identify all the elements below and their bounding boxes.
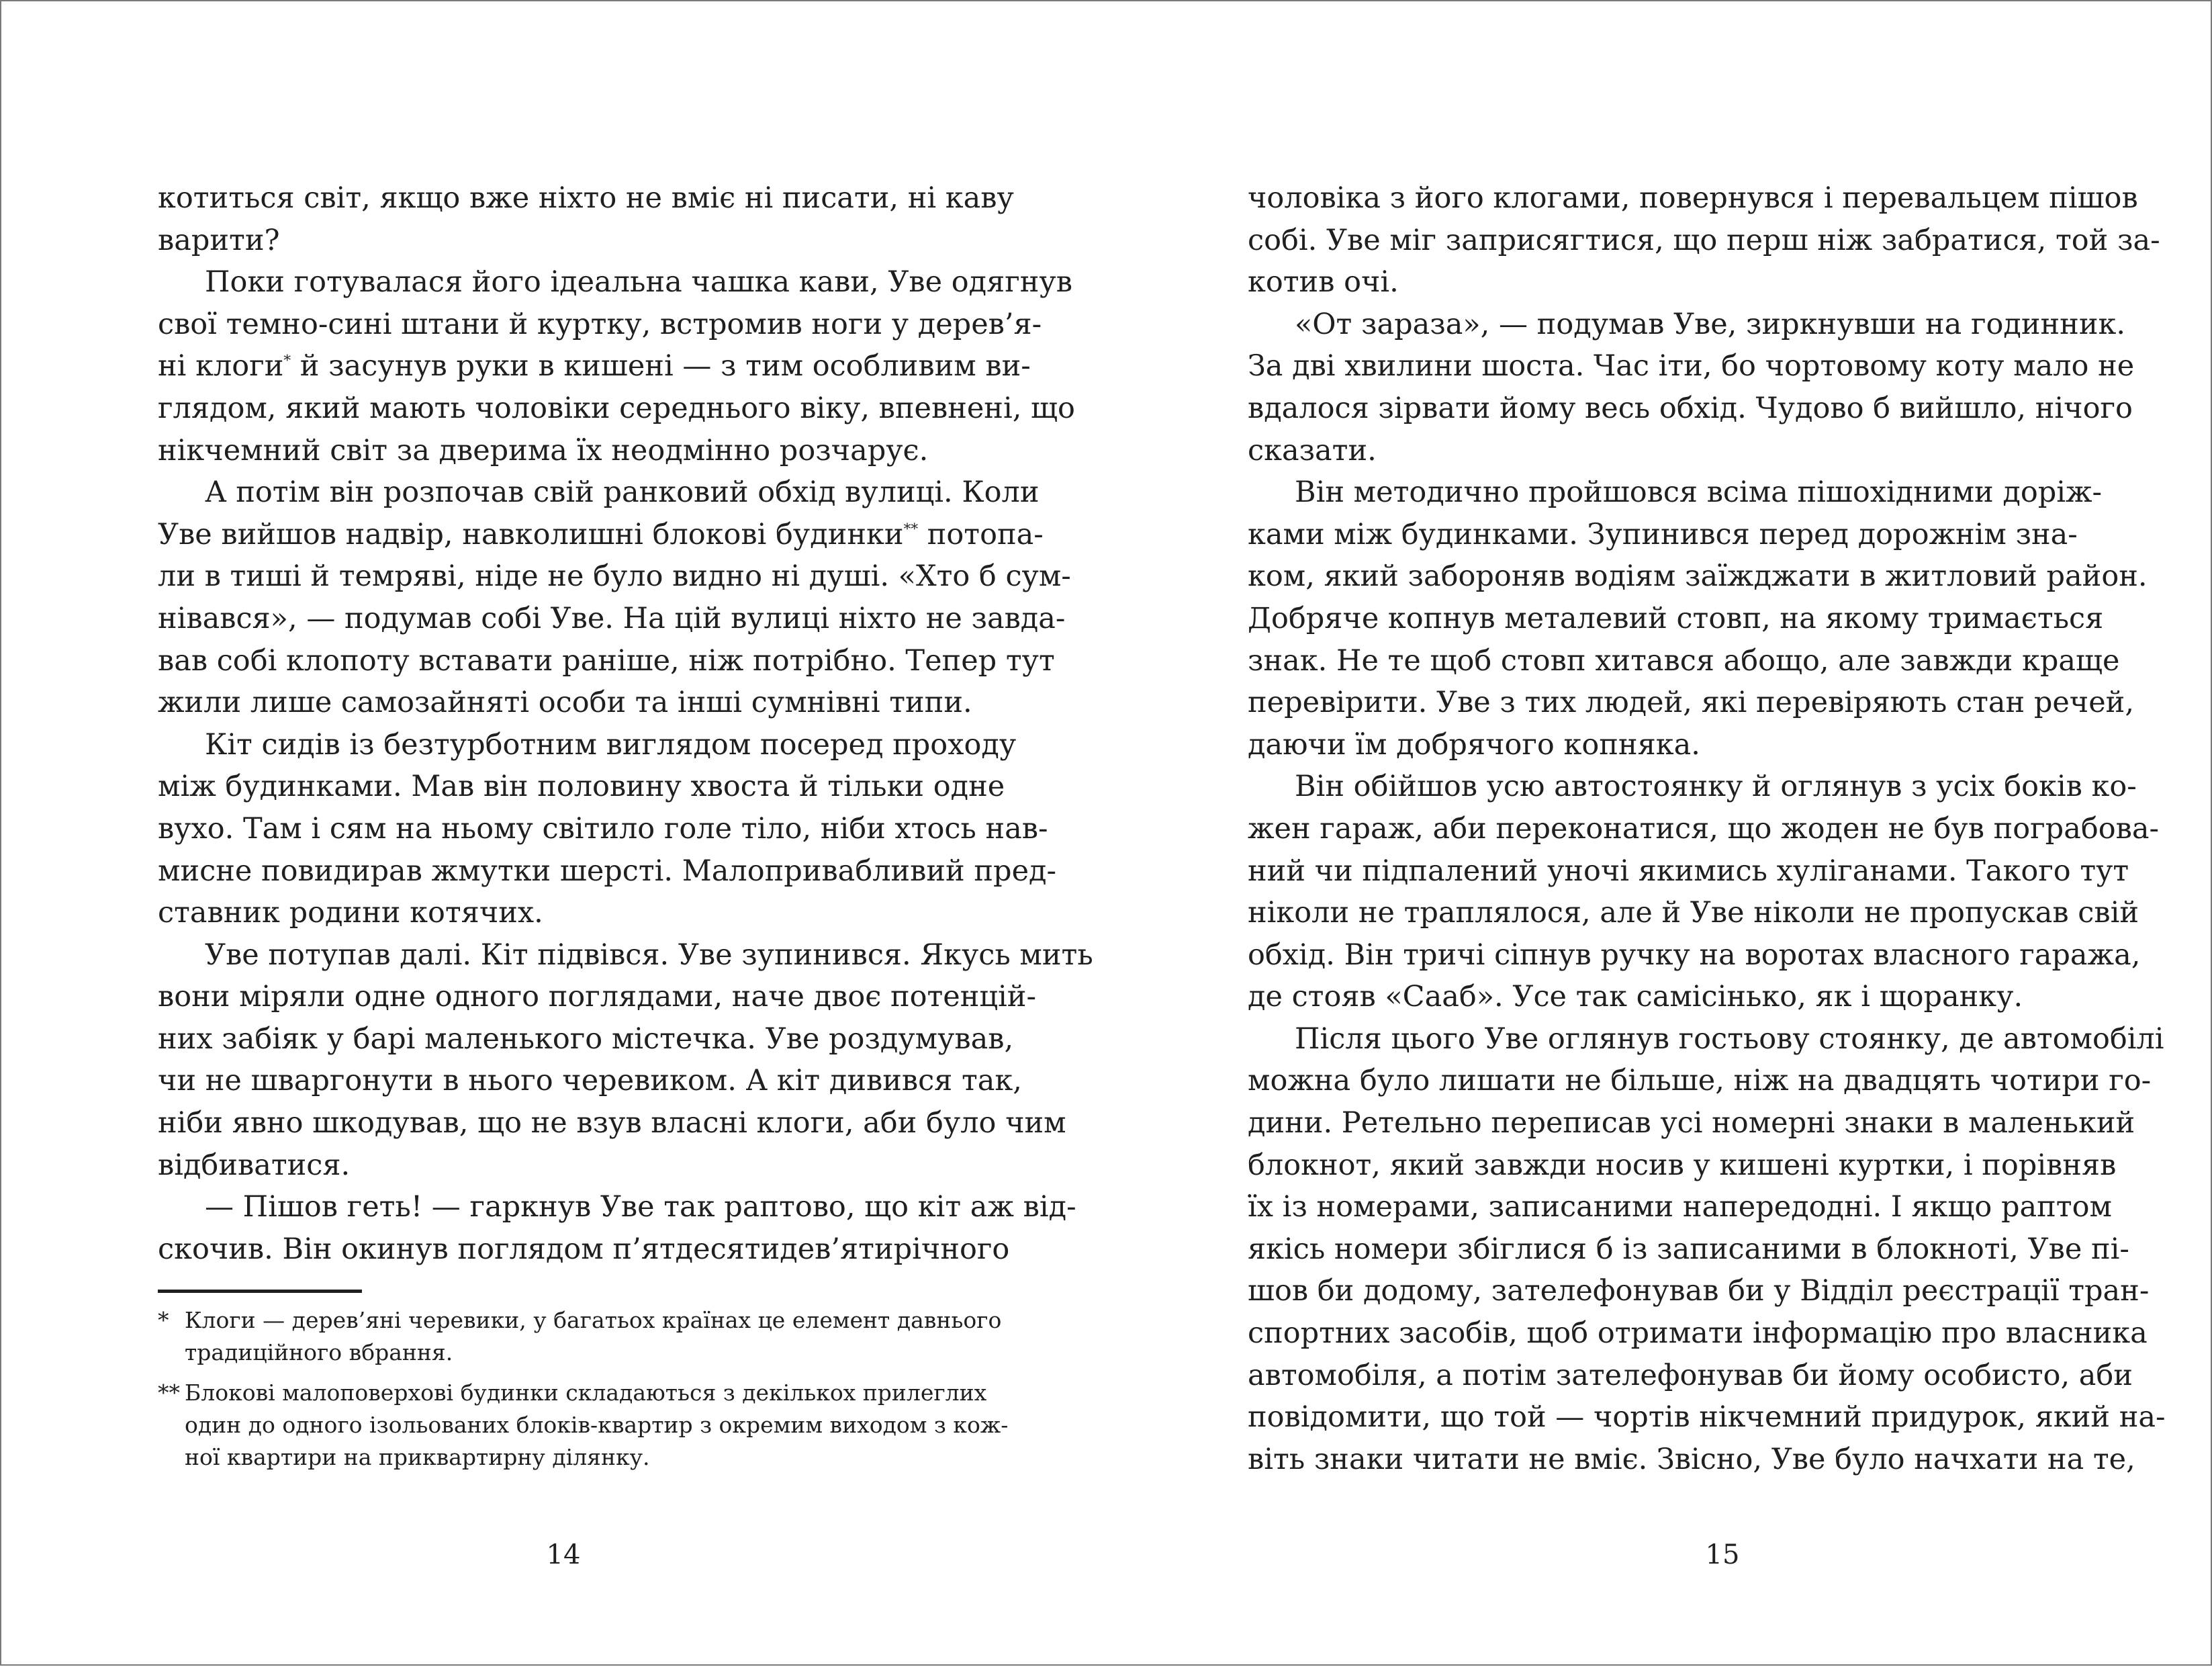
text-line: котиться світ, якщо вже ніхто не вміє ні писати, ні каву <box>158 181 1014 215</box>
text-line: віть знаки читати не вміє. Звісно, Уве було начхати на те, <box>1248 1442 2135 1476</box>
text-line: вухо. Там і сям на ньому світило голе тіло, ніби хтось нав- <box>158 811 1048 846</box>
paragraph <box>158 724 1057 934</box>
paragraph <box>1248 766 2159 1018</box>
paragraph <box>1248 471 2148 766</box>
text-line: якісь номери збіглися б із записаними в блокноті, Уве пі- <box>1248 1232 2129 1266</box>
text-line: жили лише самозайняті особи та інші сумнівні типи. <box>158 686 972 720</box>
text-line: ний чи підпалений уночі якимись хуліганами. Такого тут <box>1248 854 2129 888</box>
text-line: ками між будинками. Зупинився перед дорожнім зна- <box>1248 517 2078 551</box>
page-number: 14 <box>546 1539 581 1570</box>
text-line: дини. Ретельно переписав усі номерні знаки в маленький <box>1248 1106 2135 1140</box>
text-line: чоловіка з його клогами, повернувся і перевальцем пішов <box>1248 181 2138 215</box>
text-line: А потім він розпочав свій ранковий обхід вулиці. Коли <box>205 476 1040 510</box>
text-line: собі. Уве міг заприсягтися, що перш ніж забратися, той за- <box>1248 223 2160 257</box>
text-line: спортних засобів, щоб отримати інформацію про власника <box>1248 1316 2148 1351</box>
text-line: перевірити. Уве з тих людей, які перевіряють стан речей, <box>1248 686 2135 720</box>
footnote-mark: ** <box>158 1380 180 1406</box>
paragraph <box>158 177 1014 261</box>
text-line: Після цього Уве оглянув гостьову стоянку, де автомобілі <box>1295 1022 2164 1056</box>
footnote-line: ної квартири на приквартирну ділянку. <box>185 1444 650 1470</box>
text-line: — Пішов геть! — гаркнув Уве так раптово, що кіт аж від- <box>205 1190 1076 1224</box>
text-line: мисне повидирав жмутки шерсті. Малопривабливий пред- <box>158 854 1057 888</box>
text-line: свої темно-сині штани й куртку, встромив ноги у дерев’я- <box>158 307 1042 341</box>
footnote-line: Клоги — дерев’яні черевики, у багатьох країнах це елемент давнього <box>185 1307 1002 1333</box>
paragraph <box>158 471 1071 724</box>
footnote-line: один до одного ізольованих блоків-квартир з окремим виходом з кож- <box>185 1412 1009 1438</box>
footnote-line: традиційного вбрання. <box>185 1339 453 1365</box>
text-line: даючи їм добрячого копняка. <box>1248 727 1700 762</box>
text-line: Уве вийшов надвір, навколишні блокові будинки** потопа- <box>158 517 1044 551</box>
text-line: них забіяк у барі маленького містечка. Уве роздумував, <box>158 1022 1014 1056</box>
text-line: нівався», — подумав собі Уве. На цій вулиці ніхто не завда- <box>158 601 1066 635</box>
text-line: ніби явно шкодував, що не взув власні клоги, аби було чим <box>158 1106 1066 1140</box>
text-line: котив очі. <box>1248 265 1399 300</box>
text-line: ли в тиші й темряві, ніде не було видно ні душі. «Хто б сум- <box>158 559 1071 594</box>
text-line: Уве потупав далі. Кіт підвівся. Уве зупинився. Якусь мить <box>205 938 1093 972</box>
text-line: вдалося зірвати йому весь обхід. Чудово б вийшло, нічого <box>1248 391 2133 425</box>
text-line: між будинками. Мав він половину хвоста й тільки одне <box>158 770 1005 804</box>
paragraph <box>1248 304 2135 471</box>
right-text-column <box>1248 177 2166 1480</box>
text-line: вони міряли одне одного поглядами, наче двоє потенцій- <box>158 980 1036 1014</box>
text-line: обхід. Він тричі сіпнув ручку на воротах власного гаража, <box>1248 938 2141 972</box>
text-line: шов би додому, зателефонував би у Відділ реєстрації тран- <box>1248 1274 2150 1308</box>
text-line: ком, який забороняв водіям заїжджати в житловий район. <box>1248 559 2148 594</box>
text-line: «От зараза», — подумав Уве, зиркнувши на годинник. <box>1295 307 2126 341</box>
footnote-ref: ** <box>903 521 919 538</box>
footnotes <box>158 1304 1009 1482</box>
text-line: їх із номерами, записаними напередодні. І якщо раптом <box>1248 1190 2112 1224</box>
footnote-ref: * <box>283 353 291 370</box>
page-number: 15 <box>1705 1539 1740 1570</box>
text-line: чи не шваргонути в нього черевиком. А кіт дивився так, <box>158 1064 1022 1098</box>
right-page <box>1107 1 2212 1667</box>
text-line: скочив. Він окинув поглядом п’ятдесятидев’ятирічного <box>158 1232 1010 1266</box>
footnote <box>158 1377 1009 1474</box>
text-line: жен гараж, аби переконатися, що жоден не був пограбова- <box>1248 811 2159 846</box>
text-line: можна було лишати не більше, ніж на двадцять чотири го- <box>1248 1064 2152 1098</box>
text-line: ні клоги* й засунув руки в кишені — з тим особливим ви- <box>158 349 1031 384</box>
text-line: Він методично пройшовся всіма пішохідними доріж- <box>1295 476 2103 510</box>
text-line: сказати. <box>1248 433 1377 467</box>
paragraph <box>1248 1018 2166 1481</box>
text-line: Кіт сидів із безтурботним виглядом посеред проходу <box>205 727 1017 762</box>
text-line: Поки готувалася його ідеальна чашка кави, Уве одягнув <box>205 265 1072 300</box>
text-line: вав собі клопоту вставати раніше, ніж потрібно. Тепер тут <box>158 643 1055 678</box>
text-line: Добряче копнув металевий стовп, на якому тримається <box>1248 601 2104 635</box>
text-line: нікчемний світ за дверима їх неодмінно розчарує. <box>158 433 929 467</box>
text-line: повідомити, що той — чортів нікчемний придурок, який на- <box>1248 1400 2166 1435</box>
text-line: де стояв «Сааб». Усе так самісінько, як і щоранку. <box>1248 980 2023 1014</box>
footnote-mark: * <box>158 1307 169 1333</box>
left-text-column <box>158 177 1093 1270</box>
paragraph <box>1248 177 2160 304</box>
text-line: варити? <box>158 223 280 257</box>
paragraph <box>158 261 1075 471</box>
footnote-line: Блокові малоповерхові будинки складаються з декількох прилеглих <box>185 1380 987 1406</box>
text-line: знак. Не те щоб стовп хитався абощо, але завжди краще <box>1248 643 2120 678</box>
text-line: ніколи не траплялося, але й Уве ніколи не пропускав свій <box>1248 896 2139 930</box>
footnote <box>158 1304 1002 1369</box>
text-line: глядом, який мають чоловіки середнього віку, впевнені, що <box>158 391 1075 425</box>
paragraph <box>158 1186 1076 1270</box>
text-line: ставник родини котячих. <box>158 896 543 930</box>
text-line: блокнот, який завжди носив у кишені куртки, і порівняв <box>1248 1148 2117 1182</box>
text-line: відбиватися. <box>158 1148 351 1182</box>
footnote-divider <box>158 1290 362 1293</box>
text-line: За дві хвилини шоста. Час іти, бо чортовому коту мало не <box>1248 349 2135 384</box>
text-line: автомобіля, а потім зателефонував би йому особисто, аби <box>1248 1358 2133 1392</box>
text-line: Він обійшов усю автостоянку й оглянув з усіх боків ко- <box>1295 770 2137 804</box>
left-page <box>1 1 1107 1667</box>
paragraph <box>158 934 1093 1187</box>
